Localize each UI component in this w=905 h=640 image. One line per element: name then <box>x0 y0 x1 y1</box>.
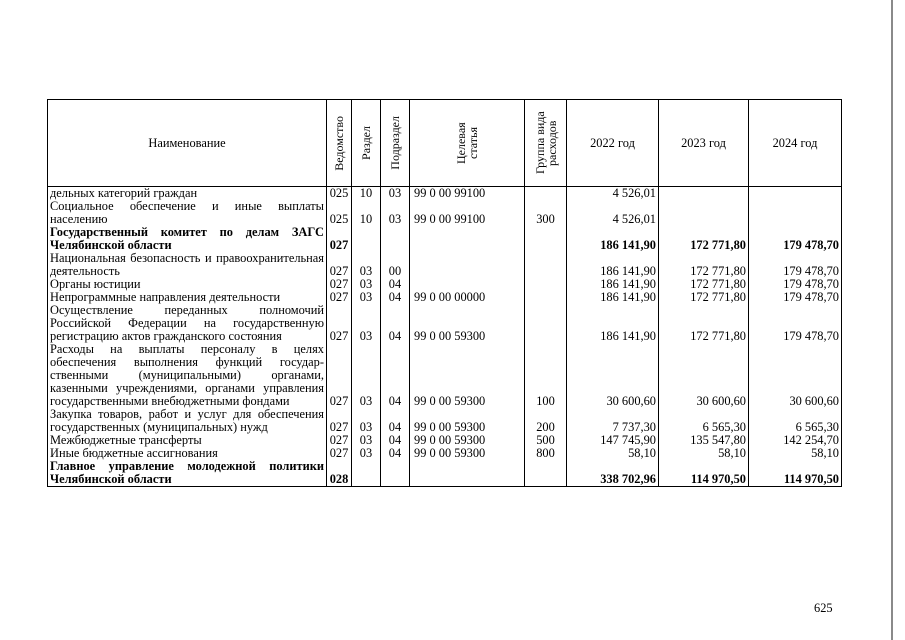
header-target-article: Целевая статья <box>410 100 525 187</box>
cell-name: Национальная безопасность и правоохранительная деятельность <box>48 252 327 278</box>
cell-podrazdel: 04 <box>381 304 410 343</box>
page-edge-line <box>891 0 893 640</box>
cell-year-2024: 179 478,70 <box>749 304 842 343</box>
table-row <box>48 252 842 278</box>
cell-target-article: 99 0 00 59300 <box>410 408 525 434</box>
cell-podrazdel: 04 <box>381 434 410 447</box>
cell-target-article: 99 0 00 99100 <box>410 187 525 201</box>
cell-vedomstvo: 027 <box>327 252 352 278</box>
cell-year-2023 <box>659 200 749 226</box>
cell-year-2022: 4 526,01 <box>567 187 659 201</box>
table-row <box>48 226 842 252</box>
cell-target-article <box>410 226 525 252</box>
table-row <box>48 434 842 447</box>
cell-year-2023: 172 771,80 <box>659 252 749 278</box>
cell-razdel: 03 <box>352 291 381 304</box>
cell-year-2024: 58,10 <box>749 447 842 460</box>
cell-podrazdel <box>381 460 410 487</box>
cell-year-2024: 142 254,70 <box>749 434 842 447</box>
cell-podrazdel: 00 <box>381 252 410 278</box>
cell-podrazdel: 04 <box>381 343 410 408</box>
cell-podrazdel: 04 <box>381 278 410 291</box>
cell-year-2022: 186 141,90 <box>567 252 659 278</box>
cell-vedomstvo: 027 <box>327 226 352 252</box>
table-row <box>48 460 842 487</box>
cell-year-2024: 179 478,70 <box>749 291 842 304</box>
cell-target-article: 99 0 00 99100 <box>410 200 525 226</box>
cell-expense-group <box>525 460 567 487</box>
cell-target-article <box>410 278 525 291</box>
table-row <box>48 278 842 291</box>
cell-podrazdel: 03 <box>381 187 410 201</box>
cell-year-2023: 172 771,80 <box>659 278 749 291</box>
cell-expense-group <box>525 187 567 201</box>
cell-razdel: 03 <box>352 343 381 408</box>
cell-target-article: 99 0 00 59300 <box>410 447 525 460</box>
cell-podrazdel <box>381 226 410 252</box>
cell-year-2024: 179 478,70 <box>749 252 842 278</box>
header-year-2022: 2022 год <box>567 100 659 187</box>
cell-expense-group <box>525 291 567 304</box>
cell-year-2024: 179 478,70 <box>749 226 842 252</box>
cell-vedomstvo: 027 <box>327 304 352 343</box>
cell-name: Социальное обеспечение и иные выплаты населению <box>48 200 327 226</box>
cell-year-2024: 6 565,30 <box>749 408 842 434</box>
header-razdel: Раздел <box>352 100 381 187</box>
cell-podrazdel: 04 <box>381 291 410 304</box>
table-row <box>48 447 842 460</box>
header-vedomstvo: Ведомство <box>327 100 352 187</box>
header-year-2023: 2023 год <box>659 100 749 187</box>
cell-razdel: 03 <box>352 434 381 447</box>
cell-target-article <box>410 252 525 278</box>
cell-vedomstvo: 027 <box>327 447 352 460</box>
cell-razdel <box>352 226 381 252</box>
table-header-row <box>48 100 842 187</box>
cell-year-2024: 114 970,50 <box>749 460 842 487</box>
cell-year-2022: 186 141,90 <box>567 304 659 343</box>
cell-razdel <box>352 460 381 487</box>
cell-year-2023: 135 547,80 <box>659 434 749 447</box>
cell-year-2023: 172 771,80 <box>659 226 749 252</box>
cell-year-2023: 114 970,50 <box>659 460 749 487</box>
cell-razdel: 03 <box>352 278 381 291</box>
cell-year-2022: 186 141,90 <box>567 226 659 252</box>
cell-year-2023: 172 771,80 <box>659 304 749 343</box>
cell-razdel: 10 <box>352 187 381 201</box>
cell-name: Осуществление переданных полномочий Российской Федерации на государственную регистрацию актов гражданского состояния <box>48 304 327 343</box>
cell-name: Органы юстиции <box>48 278 327 291</box>
cell-expense-group <box>525 304 567 343</box>
page-number: 625 <box>814 601 833 615</box>
cell-year-2024: 179 478,70 <box>749 278 842 291</box>
cell-year-2022: 7 737,30 <box>567 408 659 434</box>
cell-year-2022: 186 141,90 <box>567 291 659 304</box>
cell-expense-group: 300 <box>525 200 567 226</box>
header-name: Наименование <box>48 100 327 187</box>
cell-expense-group <box>525 226 567 252</box>
cell-razdel: 03 <box>352 252 381 278</box>
cell-target-article: 99 0 00 00000 <box>410 291 525 304</box>
cell-year-2023: 172 771,80 <box>659 291 749 304</box>
budget-table <box>47 99 842 487</box>
cell-target-article: 99 0 00 59300 <box>410 343 525 408</box>
header-podrazdel: Подраздел <box>381 100 410 187</box>
table-row <box>48 187 842 201</box>
cell-vedomstvo: 025 <box>327 187 352 201</box>
cell-year-2022: 338 702,96 <box>567 460 659 487</box>
cell-name: Межбюджетные трансферты <box>48 434 327 447</box>
cell-razdel: 03 <box>352 447 381 460</box>
cell-expense-group <box>525 252 567 278</box>
cell-year-2022: 4 526,01 <box>567 200 659 226</box>
cell-year-2024 <box>749 200 842 226</box>
cell-target-article: 99 0 00 59300 <box>410 304 525 343</box>
cell-target-article <box>410 460 525 487</box>
cell-vedomstvo: 028 <box>327 460 352 487</box>
table-row <box>48 408 842 434</box>
header-year-2024: 2024 год <box>749 100 842 187</box>
cell-year-2022: 147 745,90 <box>567 434 659 447</box>
cell-year-2022: 58,10 <box>567 447 659 460</box>
cell-vedomstvo: 025 <box>327 200 352 226</box>
cell-year-2023 <box>659 187 749 201</box>
cell-year-2024 <box>749 187 842 201</box>
cell-year-2022: 186 141,90 <box>567 278 659 291</box>
cell-expense-group: 200 <box>525 408 567 434</box>
cell-razdel: 10 <box>352 200 381 226</box>
cell-podrazdel: 03 <box>381 200 410 226</box>
cell-year-2022: 30 600,60 <box>567 343 659 408</box>
cell-razdel: 03 <box>352 304 381 343</box>
cell-razdel: 03 <box>352 408 381 434</box>
cell-target-article: 99 0 00 59300 <box>410 434 525 447</box>
cell-name: Непрограммные направления деятельности <box>48 291 327 304</box>
cell-name: Расходы на выплаты персоналу в целях обеспечения выполнения функций государственными (муниципальными) органами, казенными учреждениями, органами управления государственными внебюджетными фондами <box>48 343 327 408</box>
cell-name: Иные бюджетные ассигнования <box>48 447 327 460</box>
table-row <box>48 304 842 343</box>
cell-name: Главное управление молодежной политики Челябинской области <box>48 460 327 487</box>
cell-year-2023: 6 565,30 <box>659 408 749 434</box>
cell-podrazdel: 04 <box>381 408 410 434</box>
table-row <box>48 291 842 304</box>
cell-podrazdel: 04 <box>381 447 410 460</box>
cell-vedomstvo: 027 <box>327 291 352 304</box>
table-row <box>48 343 842 408</box>
cell-year-2023: 58,10 <box>659 447 749 460</box>
cell-vedomstvo: 027 <box>327 343 352 408</box>
cell-vedomstvo: 027 <box>327 408 352 434</box>
cell-vedomstvo: 027 <box>327 434 352 447</box>
cell-expense-group: 500 <box>525 434 567 447</box>
cell-name: Закупка товаров, работ и услуг для обеспечения государственных (муниципальных) нужд <box>48 408 327 434</box>
cell-expense-group: 800 <box>525 447 567 460</box>
cell-vedomstvo: 027 <box>327 278 352 291</box>
header-expense-group: Группа вида расходов <box>525 100 567 187</box>
cell-year-2024: 30 600,60 <box>749 343 842 408</box>
cell-expense-group: 100 <box>525 343 567 408</box>
cell-year-2023: 30 600,60 <box>659 343 749 408</box>
cell-expense-group <box>525 278 567 291</box>
table-row <box>48 200 842 226</box>
cell-name: дельных категорий граждан <box>48 187 327 201</box>
cell-name: Государственный комитет по делам ЗАГС Челябинской области <box>48 226 327 252</box>
